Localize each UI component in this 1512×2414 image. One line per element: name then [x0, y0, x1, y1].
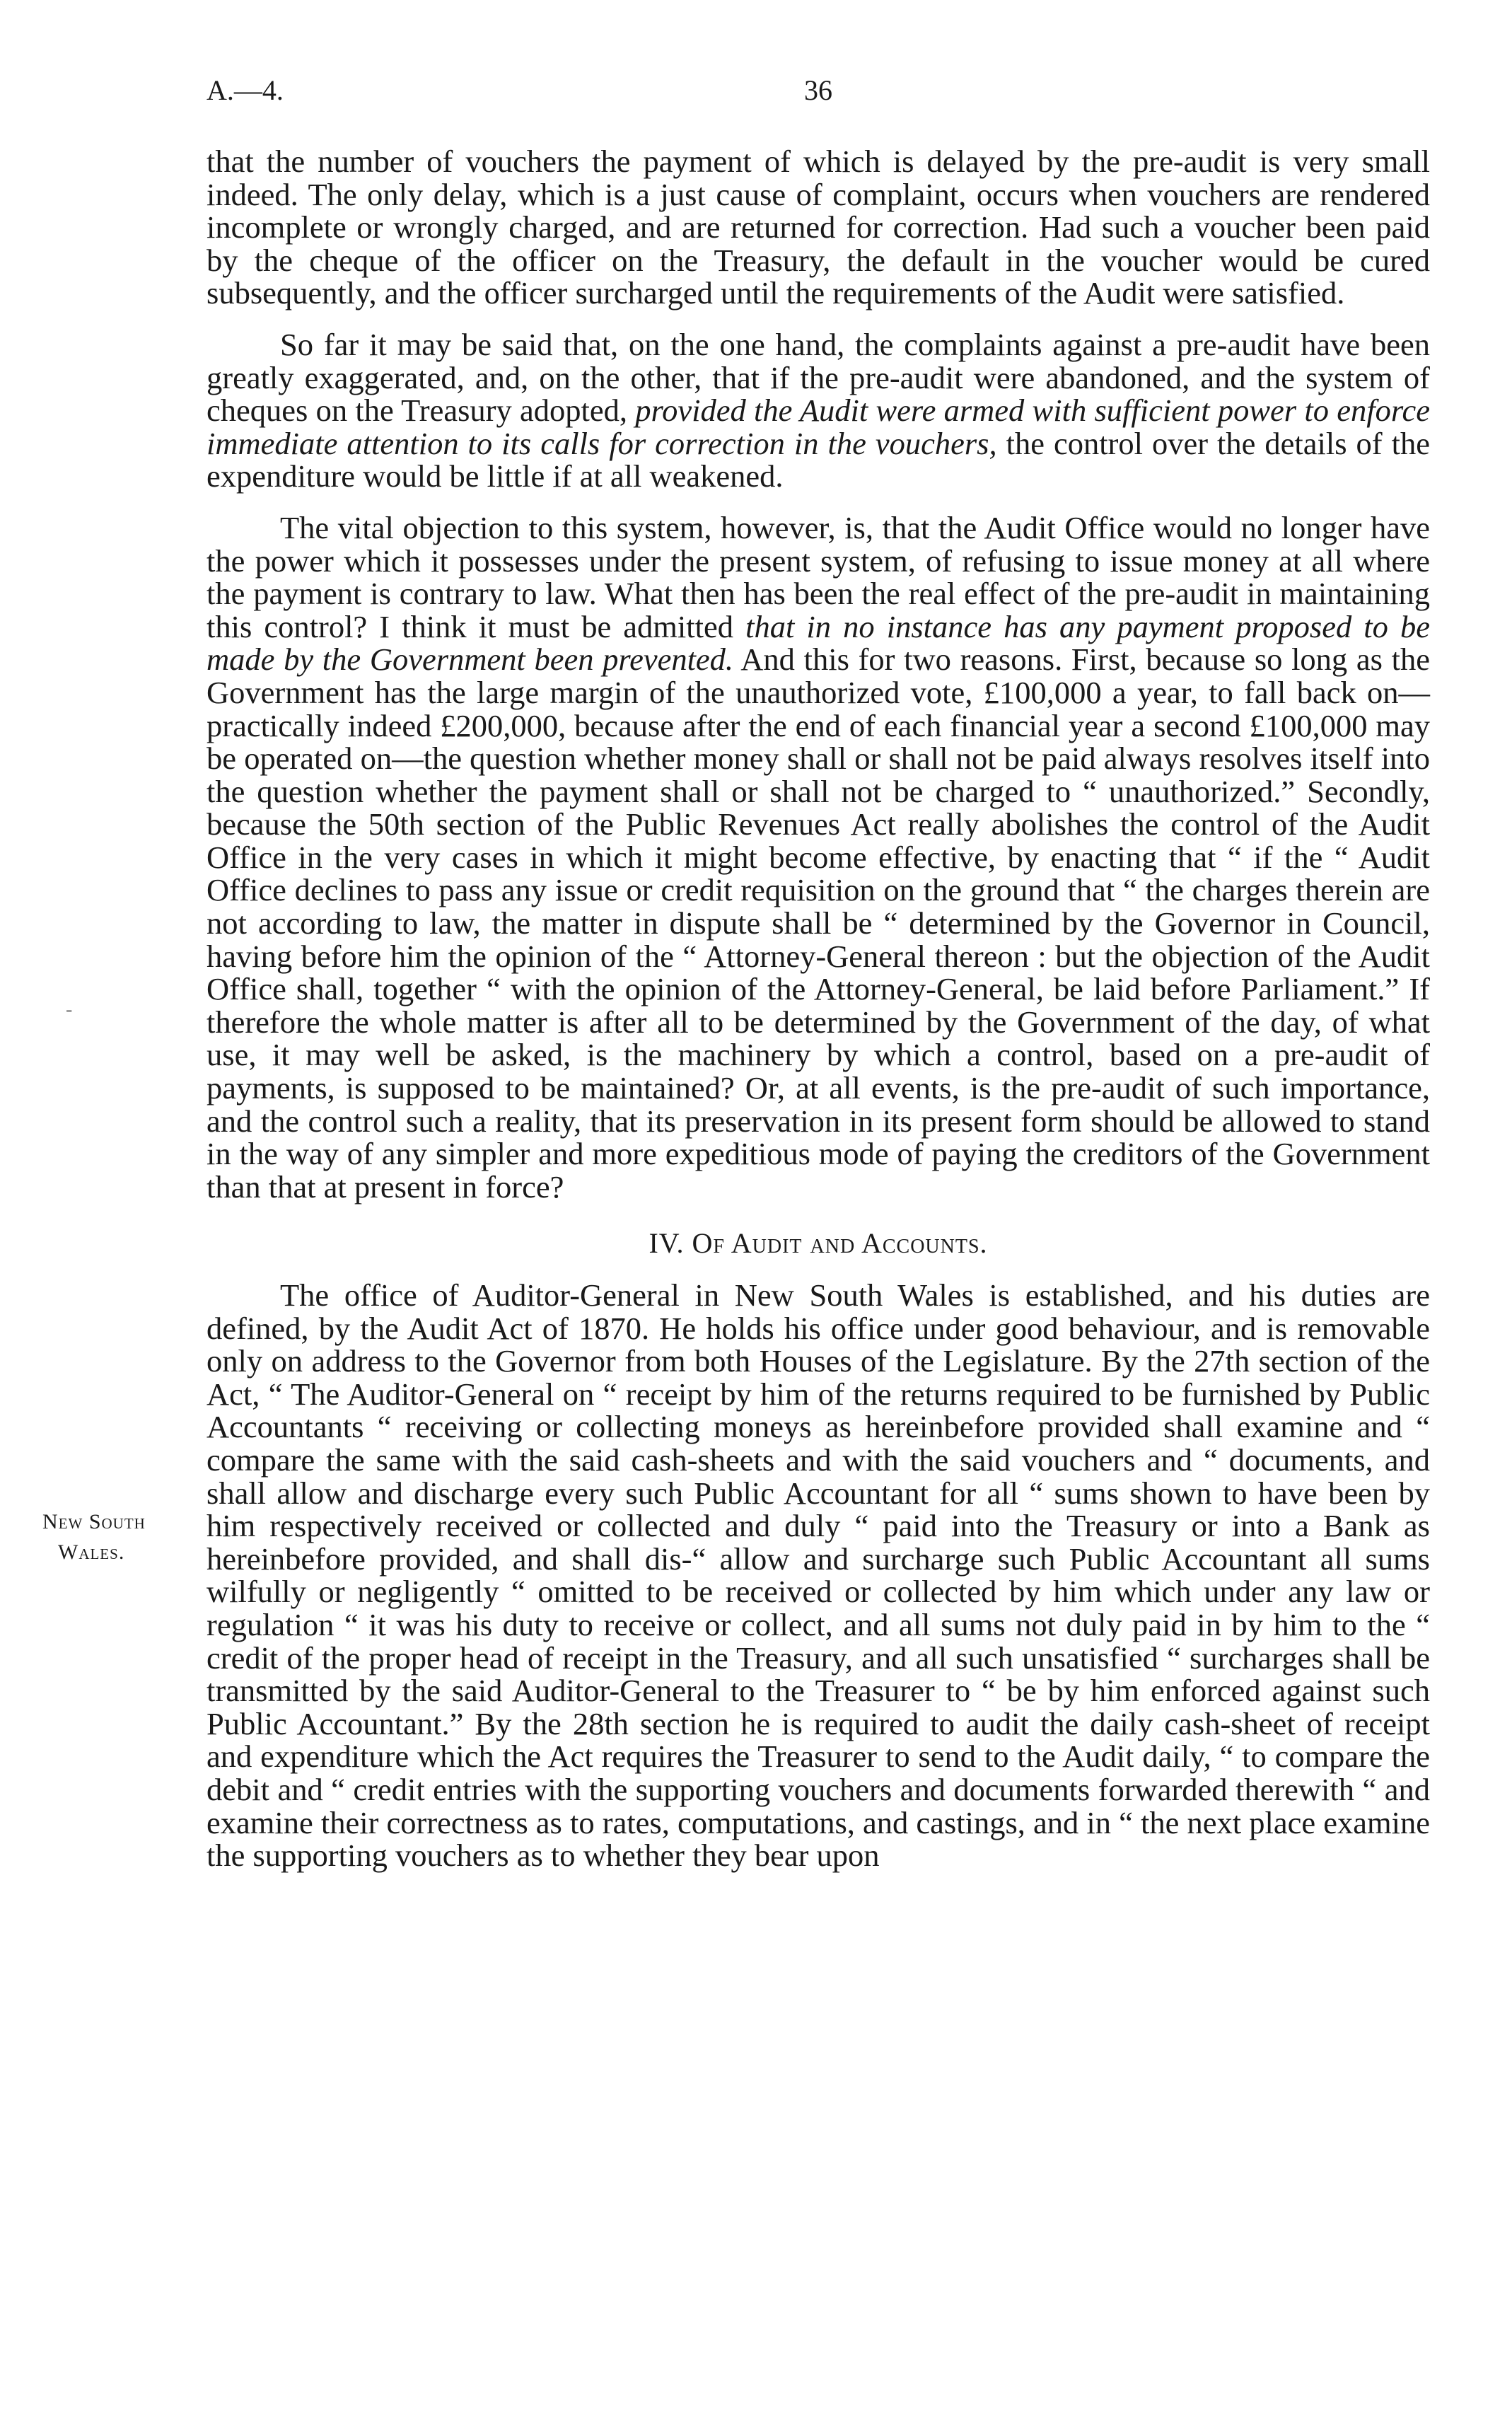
margin-note-line-2: Wales. — [58, 1540, 125, 1564]
page-header — [207, 74, 1430, 116]
paragraph-2-text-a: So far it may be said that, on the one hand, the complaints against a pre-audit have been greatly exaggerated, and, on the other, that if the pre-audit were abandoned, and the system of cheques on the Treasury adopted, — [207, 326, 1430, 429]
paragraph-3-italic: that in no instance has any payment proposed to be made by the Government been prevented. — [207, 608, 1430, 678]
paragraph-4: The office of Auditor-General in New South Wales is established, and his duties are defined, by the Audit Act of 1870. He holds his office under good behaviour, and is removable only on address to the Governor from both Houses of the Legislature. By the 27th section of the Act, “ The Auditor-General on “ receipt by him of the returns required to be furnished by Public Accountants “ receiving or collecting moneys as hereinbefore provided shall examine and “ compare the same with the said cash-sheets and with the said vouchers and “ documents, and shall allow and discharge every such Public Accountant for all “ sums shown to have been by him respectively received or collected and duly “ paid into the Treasury or into a Bank as hereinbefore provided, and shall dis-“ allow and surcharge such Public Accountant all sums wilfully or negligently “ omitted to be received or collected by him which under any law or regulation “ it was his duty to receive or collect, and all sums not duly paid in by him to the “ credit of the proper head of receipt in the Treasury, and all such unsatisfied “ surcharges shall be transmitted by the said Auditor-General to the Treasurer to “ be by him enforced against such Public Accountant.” By the 28th section he is required to audit the daily cash-sheet of receipt and expenditure which the Act requires the Treasurer to send to the Audit daily, “ to compare the debit and “ credit entries with the supporting vouchers and documents forwarded therewith “ and examine their correctness as to rates, computations, and castings, and in “ the next place examine the supporting vouchers as to whether they bear upon — [207, 1277, 1430, 1874]
section-title: Of Audit and Accounts. — [692, 1227, 988, 1260]
page-number: 36 — [804, 74, 832, 106]
paragraph-2 — [207, 328, 1430, 493]
body-text — [207, 145, 1430, 1872]
paragraph-3 — [207, 511, 1430, 1203]
paragraph-3-text-a: The vital objection to this system, however, is, that the Audit Office would no longer have the power which it possesses under the present system, of refusing to issue money at all where the payment is contrary to law. What then has been the real effect of the pre-audit in maintaining this control? I think it must be admitted — [207, 509, 1430, 644]
stray-mark-dash: - — [66, 999, 73, 1021]
document-reference: A.—4. — [207, 74, 284, 106]
paragraph-3-text-b: And this for two reasons. First, because so long as the Government has the large margin of the unauthorized vote, £100,000 a year, to fall back on—practically indeed £200,000, because after the end of each financial year a second £100,000 may be operated on—the question whether money shall or shall not be paid always resolves itself into the question whether the payment shall or shall not be charged to “ unauthorized.” Secondly, because the 50th section of the Public Revenues Act really abolishes the control of the Audit Office in the very cases in which it might become effective, by enacting that “ if the “ Audit Office declines to pass any issue or credit requisition on the ground that “ the charges therein are not according to law, the matter in dispute shall be “ determined by the Governor in Council, having before him the opinion of the “ Attorney-General thereon : but the objection of the Audit Office shall, together “ with the opinion of the Attorney-General, be laid before Parliament.” If therefore the whole matter is after all to be determined by the Government of the day, of what use, it may well be asked, is the machinery by which a control, based on a pre-audit of payments, is supposed to be maintained? Or, at all events, is the pre-audit of such importance, and the control such a reality, that its preservation in its present form should be allowed to stand in the way of any simpler and more expeditious mode of paying the creditors of the Government than that at present in force? — [207, 642, 1430, 1205]
margin-note-new-south-wales — [42, 1507, 191, 1567]
section-heading — [207, 1227, 1430, 1260]
paragraph-1: that the number of vouchers the payment of which is delayed by the pre-audit is very small indeed. The only delay, which is a just cause of complaint, occurs when vouchers are rendered incomplete or wrongly charged, and are returned for correction. Had such a voucher been paid by the cheque of the officer on the Treasury, the default in the voucher would be cured subsequently, and the officer surcharged until the requirements of the Audit were satisfied. — [207, 144, 1430, 311]
margin-note-line-1: New South — [42, 1510, 146, 1533]
paragraph-2-text-b: the control over the details of the expenditure would be little if at all weakened. — [207, 425, 1430, 494]
paragraph-2-italic: provided the Audit were armed with sufficient power to enforce immediate attention to its calls for correction in the vouchers, — [207, 393, 1430, 461]
section-numeral: IV. — [649, 1227, 685, 1260]
